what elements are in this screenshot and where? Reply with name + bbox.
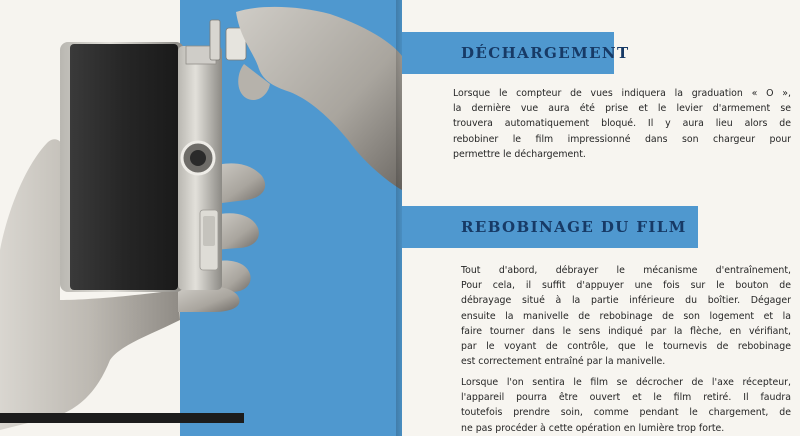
text-line: permettre le déchargement. [453, 148, 586, 160]
text-line: l'appareil pourra être ouvert et le film retiré. Il faudra [461, 392, 791, 404]
text-line: rebobiner le film impressionné dans son chargeur pour [453, 133, 791, 145]
section-title: DÉCHARGEMENT [461, 44, 630, 62]
text-line: Lorsque le compteur de vues indiquera la graduation « O », [453, 88, 791, 99]
section-header-dechargement [402, 32, 630, 74]
rebobinage-paragraph-1 [461, 263, 791, 369]
section-title: REBOBINAGE DU FILM [461, 218, 687, 236]
right-page [402, 0, 800, 436]
dechargement-paragraph [453, 86, 791, 162]
text-line: Pour cela, il suffit d'appuyer une fois sur le bouton de [461, 280, 791, 292]
section-header-rebobinage [402, 206, 698, 248]
text-line: faire tourner dans le sens indiqué par la flèche, en vérifiant, [461, 325, 791, 337]
text-line: la dernière vue aura été prise et le levier d'armement se [453, 103, 791, 115]
text-line: Tout d'abord, débrayer le mécanisme d'entraînement, [461, 265, 791, 276]
text-line: Lorsque l'on sentira le film se décrocher de l'axe récepteur, [461, 377, 791, 388]
text-line: par le voyant de contrôle, que le tournevis de rebobinage [461, 341, 791, 353]
text-line: est correctement entraîné par la manivelle. [461, 356, 666, 368]
text-line: ne pas procéder à cette opération en lumière trop forte. [461, 422, 725, 434]
text-line: toutefois prendre soin, comme pendant le chargement, de [461, 407, 791, 419]
rebobinage-paragraph-2 [461, 375, 791, 436]
text-line: trouvera automatiquement bloqué. Il y aura lieu alors de [453, 118, 791, 130]
text-line: ensuite la manivelle de rebobinage de son logement et la [461, 310, 791, 322]
right-hand [236, 7, 402, 190]
text-line: débrayage situé à la partie inférieure du boîtier. Dégager [461, 295, 791, 307]
camera [60, 20, 246, 292]
bottom-rule [0, 413, 244, 423]
